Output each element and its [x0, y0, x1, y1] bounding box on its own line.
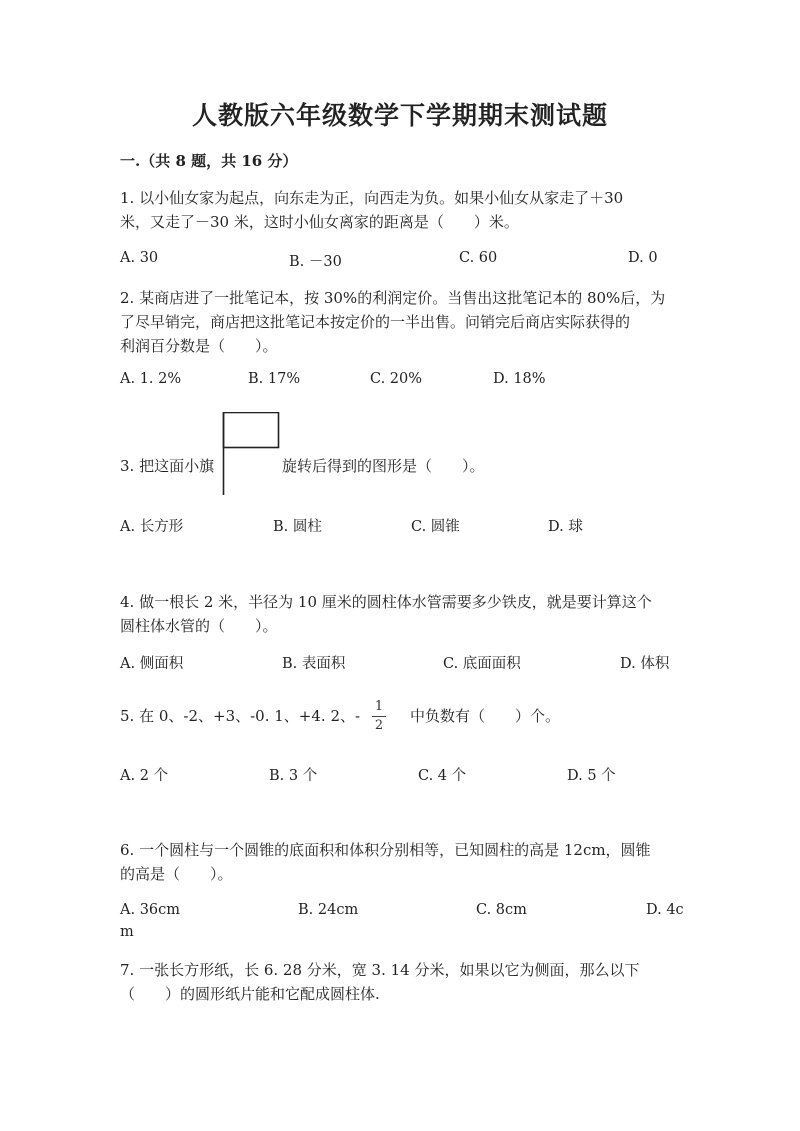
question-2-line-1: 2. 某商店进了一批笔记本，按 30%的利润定价。当售出这批笔记本的 80%后，为 [120, 289, 666, 307]
question-3-text-after: 旋转后得到的图形是（ ）。 [282, 457, 485, 475]
page-title: 人教版六年级数学下学期期末测试题 [191, 101, 608, 130]
question-5-option-a: A. 2 个 [120, 768, 169, 784]
flag-figure [220, 412, 282, 496]
question-1-option-b: B. －30 [289, 254, 342, 270]
question-4-option-a: A. 侧面积 [120, 656, 184, 672]
question-1-line-1: 1. 以小仙女家为起点，向东走为正，向西走为负。如果小仙女从家走了＋30 [120, 189, 624, 207]
question-4-line-1: 4. 做一根长 2 米，半径为 10 厘米的圆柱体水管需要多少铁皮，就是要计算这个 [120, 593, 652, 611]
fraction-denominator: 2 [374, 718, 384, 733]
question-2-option-b: B. 17% [248, 371, 301, 387]
question-6-option-a: A. 36cm [120, 902, 181, 918]
question-1-option-d: D. 0 [628, 250, 658, 266]
question-3-text-before: 3. 把这面小旗 [120, 457, 215, 475]
question-3-option-d: D. 球 [548, 519, 583, 535]
question-1-line-2: 米，又走了－30 米，这时小仙女离家的距离是（ ）米。 [120, 213, 519, 231]
question-6-option-d: D. 4c [646, 902, 684, 918]
question-2-option-a: A. 1. 2% [120, 371, 182, 387]
question-6-option-c: C. 8cm [476, 902, 527, 918]
question-2-option-c: C. 20% [370, 371, 423, 387]
question-5-option-d: D. 5 个 [567, 768, 616, 784]
question-5-option-c: C. 4 个 [418, 768, 467, 784]
question-2-option-d: D. 18% [493, 371, 546, 387]
question-7-line-2: （ ）的圆形纸片能和它配成圆柱体. [120, 985, 380, 1003]
question-6-line-1: 6. 一个圆柱与一个圆锥的底面积和体积分别相等，已知圆柱的高是 12cm，圆锥 [120, 841, 651, 859]
fraction-numerator: 1 [374, 699, 384, 714]
question-2-line-2: 了尽早销完，商店把这批笔记本按定价的一半出售。问销完后商店实际获得的 [120, 313, 631, 331]
question-6-option-b: B. 24cm [298, 902, 359, 918]
question-5-option-b: B. 3 个 [269, 768, 318, 784]
question-6-line-2: 的高是（ ）。 [120, 865, 233, 883]
question-6-option-d-wrap: m [120, 924, 134, 940]
question-4-option-d: D. 体积 [620, 656, 670, 672]
question-3-option-b: B. 圆柱 [273, 519, 322, 535]
question-3-option-a: A. 长方形 [120, 519, 184, 535]
question-5-text-before: 5. 在 0、-2、+3、-0. 1、+4. 2、- [120, 707, 361, 725]
question-3-option-c: C. 圆锥 [411, 519, 460, 535]
question-4-option-c: C. 底面面积 [443, 656, 521, 672]
question-1-option-a: A. 30 [120, 250, 159, 266]
question-4-line-2: 圆柱体水管的（ ）。 [120, 617, 278, 635]
question-4-option-b: B. 表面积 [282, 656, 346, 672]
question-1-option-c: C. 60 [459, 250, 498, 266]
question-7-line-1: 7. 一张长方形纸，长 6. 28 分米，宽 3. 14 分米，如果以它为侧面，那么以下 [120, 961, 640, 979]
question-2-line-3: 利润百分数是（ ）。 [120, 337, 278, 355]
question-5-text-after: 中负数有（ ）个。 [410, 707, 561, 725]
section-heading: 一.（共 8 题，共 16 分） [120, 152, 298, 170]
fraction-one-half [372, 700, 386, 733]
